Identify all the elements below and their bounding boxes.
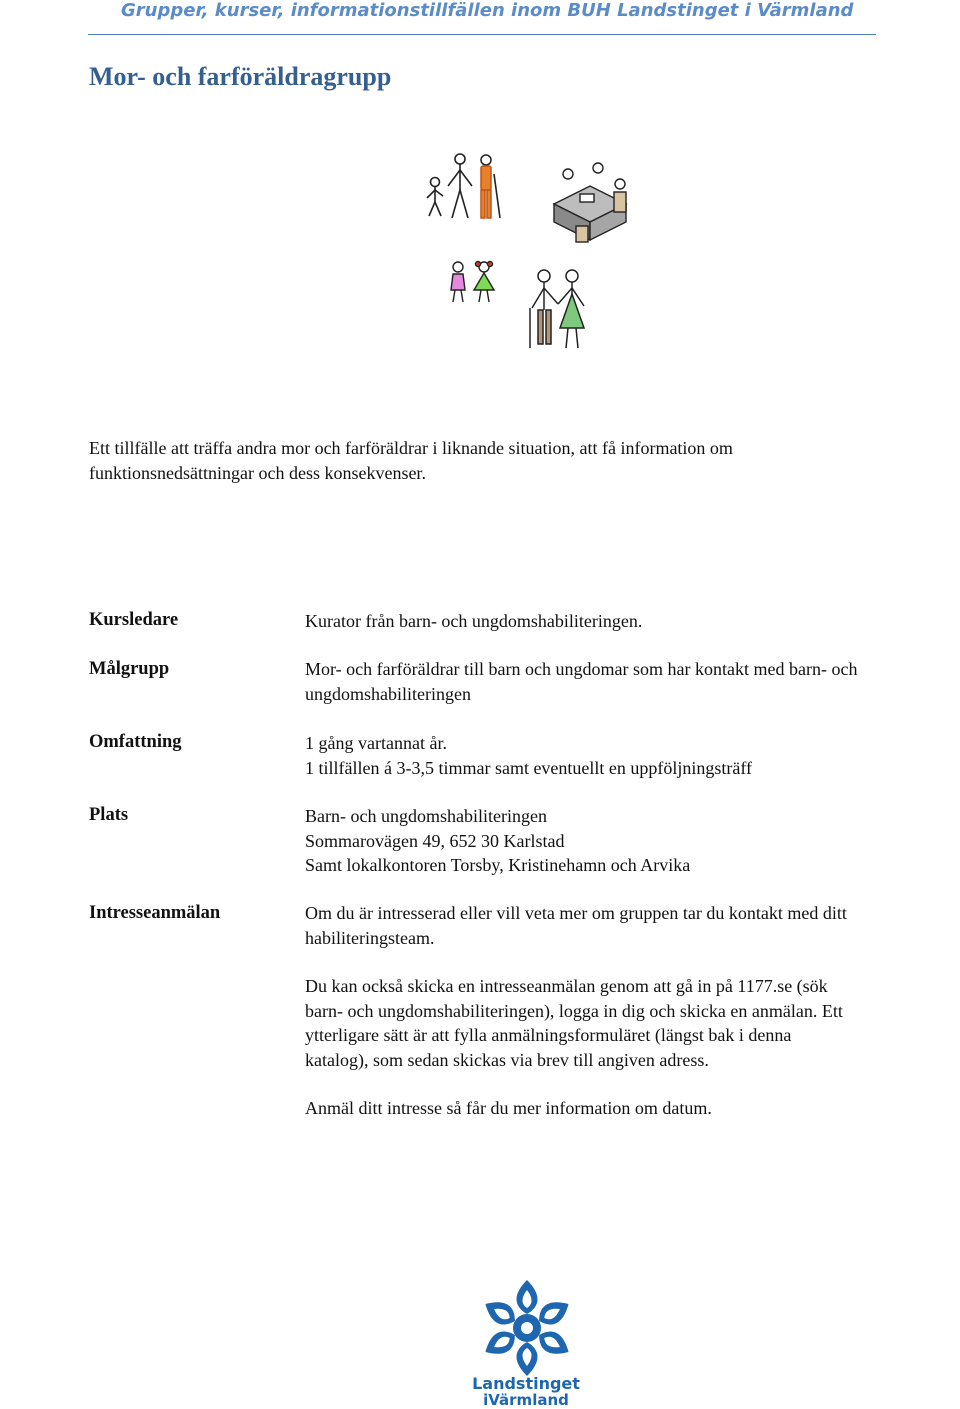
grandparents-illustration — [526, 266, 592, 352]
value-intresseanmalan: Om du är intresserad eller vill veta mer om gruppen tar du kontakt med ditt habiliteringsteam. Du kan också skicka en intresseanmälan genom att gå in på 1177.se (sök barn- och ungdomshabiliteringen), logga in dig och skicka en anmälan. Ett ytterligare sätt är att fylla anmälningsformuläret (längst bak i denna katalog), som sedan skickas via brev till angiven adress. Anmäl ditt intresse så får du mer information om datum. — [305, 903, 847, 1118]
logo-text-line1: Landstinget — [472, 1374, 580, 1393]
page-title: Mor- och farföräldragrupp — [89, 62, 392, 91]
value-omfattning: 1 gång vartannat år. 1 tillfällen á 3-3,5 timmar samt eventuellt en uppföljningsträff — [305, 733, 753, 778]
children-illustration — [444, 258, 500, 306]
label-intresseanmalan: Intresseanmälan — [89, 903, 221, 923]
value-kursledare: Kurator från barn- och ungdomshabiliteringen. — [305, 611, 643, 631]
label-kursledare: Kursledare — [89, 610, 179, 630]
intro-text: Ett tillfälle att träffa andra mor och farföräldrar i liknande situation, att få information om funktionsnedsättningar och dess konsekvenser. — [89, 438, 733, 483]
label-plats: Plats — [89, 805, 129, 825]
header-title: Grupper, kurser, informationstillfällen inom BUH Landstinget i Värmland — [121, 0, 854, 21]
header-divider — [88, 34, 876, 35]
family-illustration — [420, 150, 510, 222]
logo-text-line2: iVärmland — [483, 1391, 569, 1409]
value-malgrupp: Mor- och farföräldrar till barn och ungdomar som har kontakt med barn- och ungdomshabiliteringen — [305, 659, 858, 704]
meeting-table-illustration — [550, 160, 630, 248]
value-plats: Barn- och ungdomshabiliteringen Sommarovägen 49, 652 30 Karlstad Samt lokalkontoren Torsby, Kristinehamn och Arvika — [305, 806, 691, 875]
label-omfattning: Omfattning — [89, 732, 182, 752]
landstinget-logo-icon — [468, 1276, 586, 1376]
label-malgrupp: Målgrupp — [89, 659, 170, 679]
